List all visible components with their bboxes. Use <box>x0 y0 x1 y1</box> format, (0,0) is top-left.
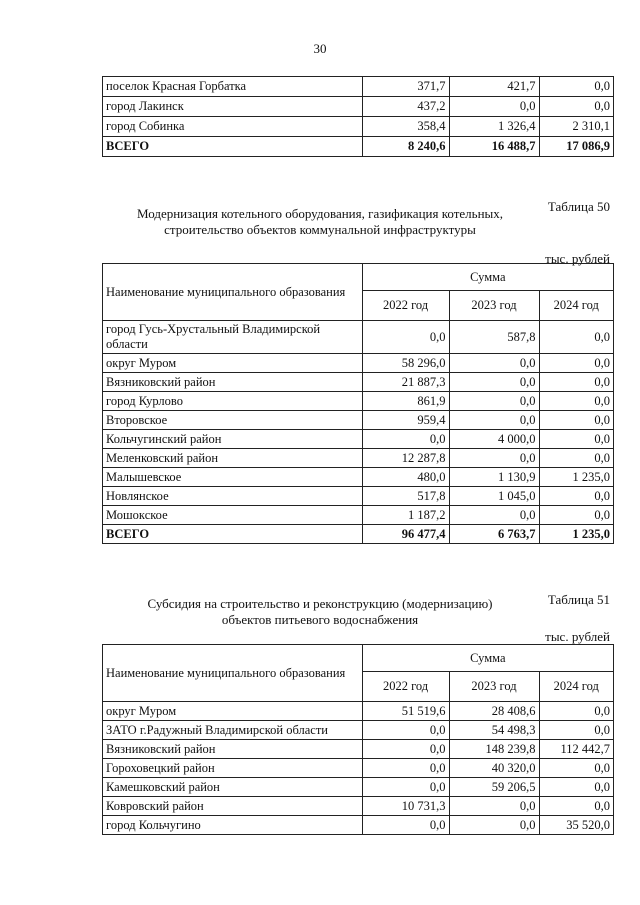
value-2022-cell: 0,0 <box>362 430 449 449</box>
value-2022-cell: 21 887,3 <box>362 373 449 392</box>
table50 <box>102 263 614 544</box>
value-2024-cell: 0,0 <box>539 430 614 449</box>
value-2024-cell: 0,0 <box>539 373 614 392</box>
value-2022-cell: 358,4 <box>362 117 449 137</box>
value-2023-cell: 1 326,4 <box>449 117 539 137</box>
table50-unit: тыс. рублей <box>545 251 610 266</box>
value-2024-cell: 0,0 <box>539 487 614 506</box>
value-2024-cell: 0,0 <box>539 506 614 525</box>
value-2022-cell: 861,9 <box>362 392 449 411</box>
table-row <box>103 468 614 487</box>
table-row <box>103 487 614 506</box>
page-number: 30 <box>313 41 327 56</box>
value-2024-cell: 17 086,9 <box>539 137 614 157</box>
value-2022-cell: 517,8 <box>362 487 449 506</box>
row-name-cell: Новлянское <box>103 487 363 506</box>
value-2023-cell: 4 000,0 <box>449 430 539 449</box>
table50-header-2024: 2024 год <box>539 291 614 321</box>
row-name-cell: Вязниковский район <box>103 373 363 392</box>
table51-header-2023: 2023 год <box>449 672 539 702</box>
value-2024-cell: 0,0 <box>539 702 614 721</box>
table-row <box>103 797 614 816</box>
row-name-cell: город Собинка <box>103 117 363 137</box>
value-2023-cell: 1 130,9 <box>449 468 539 487</box>
value-2023-cell: 28 408,6 <box>449 702 539 721</box>
table51-header-2022: 2022 год <box>362 672 449 702</box>
table-row <box>103 759 614 778</box>
value-2022-cell: 1 187,2 <box>362 506 449 525</box>
table50-header-sum: Сумма <box>362 264 613 291</box>
value-2022-cell: 10 731,3 <box>362 797 449 816</box>
row-name-cell: округ Муром <box>103 702 363 721</box>
table50-title-line1: Модернизация котельного оборудования, газификация котельных, <box>136 206 504 221</box>
value-2024-cell: 0,0 <box>539 411 614 430</box>
value-2023-cell: 148 239,8 <box>449 740 539 759</box>
table-row <box>103 506 614 525</box>
table50-title-line2: строительство объектов коммунальной инфраструктуры <box>164 222 476 237</box>
value-2023-cell: 0,0 <box>449 411 539 430</box>
table51-label: Таблица 51 <box>547 592 610 607</box>
value-2023-cell: 1 045,0 <box>449 487 539 506</box>
table50-header-2022: 2022 год <box>362 291 449 321</box>
row-name-cell: Камешковский район <box>103 778 363 797</box>
table50-body <box>103 321 614 544</box>
row-name-cell: Меленковский район <box>103 449 363 468</box>
total-row <box>103 137 614 157</box>
total-row <box>103 525 614 544</box>
value-2023-cell: 421,7 <box>449 77 539 97</box>
table51-header-2024: 2024 год <box>539 672 614 702</box>
row-name-cell: ВСЕГО <box>103 137 363 157</box>
value-2024-cell: 0,0 <box>539 392 614 411</box>
value-2024-cell: 112 442,7 <box>539 740 614 759</box>
table51-header-name: Наименование муниципального образования <box>103 645 363 702</box>
table-row <box>103 430 614 449</box>
table50-header-name: Наименование муниципального образования <box>103 264 363 321</box>
value-2024-cell: 0,0 <box>539 77 614 97</box>
table-row <box>103 117 614 137</box>
row-name-cell: Вязниковский район <box>103 740 363 759</box>
value-2022-cell: 0,0 <box>362 321 449 354</box>
value-2024-cell: 0,0 <box>539 97 614 117</box>
value-2023-cell: 54 498,3 <box>449 721 539 740</box>
row-name-cell: ЗАТО г.Радужный Владимирской области <box>103 721 363 740</box>
value-2024-cell: 0,0 <box>539 721 614 740</box>
table-row <box>103 740 614 759</box>
table-row <box>103 77 614 97</box>
value-2024-cell: 0,0 <box>539 321 614 354</box>
row-name-cell: Кольчугинский район <box>103 430 363 449</box>
value-2024-cell: 1 235,0 <box>539 468 614 487</box>
row-name-cell: Ковровский район <box>103 797 363 816</box>
value-2024-cell: 0,0 <box>539 354 614 373</box>
value-2022-cell: 96 477,4 <box>362 525 449 544</box>
value-2022-cell: 371,7 <box>362 77 449 97</box>
table51-title-line2: объектов питьевого водоснабжения <box>221 612 419 627</box>
table51-title <box>0 596 640 628</box>
row-name-cell: ВСЕГО <box>103 525 363 544</box>
table50-label: Таблица 50 <box>547 199 610 214</box>
row-name-cell: Второвское <box>103 411 363 430</box>
table-row <box>103 97 614 117</box>
value-2022-cell: 437,2 <box>362 97 449 117</box>
value-2024-cell: 0,0 <box>539 449 614 468</box>
table50-title <box>0 206 640 238</box>
value-2022-cell: 0,0 <box>362 740 449 759</box>
value-2024-cell: 0,0 <box>539 778 614 797</box>
table50-header <box>103 264 614 321</box>
continuation-table-body <box>103 77 614 157</box>
table-row <box>103 354 614 373</box>
value-2022-cell: 58 296,0 <box>362 354 449 373</box>
value-2023-cell: 6 763,7 <box>449 525 539 544</box>
table-row <box>103 373 614 392</box>
value-2023-cell: 0,0 <box>449 506 539 525</box>
value-2023-cell: 0,0 <box>449 392 539 411</box>
value-2022-cell: 0,0 <box>362 759 449 778</box>
value-2022-cell: 959,4 <box>362 411 449 430</box>
table-row <box>103 702 614 721</box>
value-2022-cell: 480,0 <box>362 468 449 487</box>
value-2023-cell: 0,0 <box>449 373 539 392</box>
value-2023-cell: 59 206,5 <box>449 778 539 797</box>
table-row <box>103 816 614 835</box>
table51-title-line1: Субсидия на строительство и реконструкцию (модернизацию) <box>147 596 493 611</box>
value-2024-cell: 35 520,0 <box>539 816 614 835</box>
row-name-cell: город Курлово <box>103 392 363 411</box>
value-2022-cell: 0,0 <box>362 721 449 740</box>
table-row <box>103 411 614 430</box>
value-2022-cell: 0,0 <box>362 816 449 835</box>
row-name-cell: город Кольчугино <box>103 816 363 835</box>
value-2023-cell: 0,0 <box>449 354 539 373</box>
value-2023-cell: 0,0 <box>449 797 539 816</box>
value-2023-cell: 0,0 <box>449 449 539 468</box>
table-row <box>103 321 614 354</box>
value-2022-cell: 51 519,6 <box>362 702 449 721</box>
value-2024-cell: 1 235,0 <box>539 525 614 544</box>
table51-header-sum: Сумма <box>362 645 613 672</box>
table51-body <box>103 702 614 835</box>
table-row <box>103 392 614 411</box>
table-row <box>103 721 614 740</box>
row-name-cell: поселок Красная Горбатка <box>103 77 363 97</box>
value-2022-cell: 0,0 <box>362 778 449 797</box>
table51-header <box>103 645 614 702</box>
value-2023-cell: 0,0 <box>449 97 539 117</box>
value-2024-cell: 0,0 <box>539 759 614 778</box>
value-2023-cell: 0,0 <box>449 816 539 835</box>
row-name-cell: город Лакинск <box>103 97 363 117</box>
row-name-cell: Гороховецкий район <box>103 759 363 778</box>
table51-unit: тыс. рублей <box>545 629 610 644</box>
value-2024-cell: 2 310,1 <box>539 117 614 137</box>
row-name-cell: город Гусь-Хрустальный Владимирской области <box>103 321 363 354</box>
value-2023-cell: 40 320,0 <box>449 759 539 778</box>
row-name-cell: Мошокское <box>103 506 363 525</box>
value-2024-cell: 0,0 <box>539 797 614 816</box>
row-name-cell: Малышевское <box>103 468 363 487</box>
continuation-table <box>102 76 614 157</box>
table-row <box>103 778 614 797</box>
row-name-cell: округ Муром <box>103 354 363 373</box>
table-row <box>103 449 614 468</box>
table51 <box>102 644 614 835</box>
value-2023-cell: 587,8 <box>449 321 539 354</box>
value-2022-cell: 8 240,6 <box>362 137 449 157</box>
value-2023-cell: 16 488,7 <box>449 137 539 157</box>
value-2022-cell: 12 287,8 <box>362 449 449 468</box>
table50-header-2023: 2023 год <box>449 291 539 321</box>
